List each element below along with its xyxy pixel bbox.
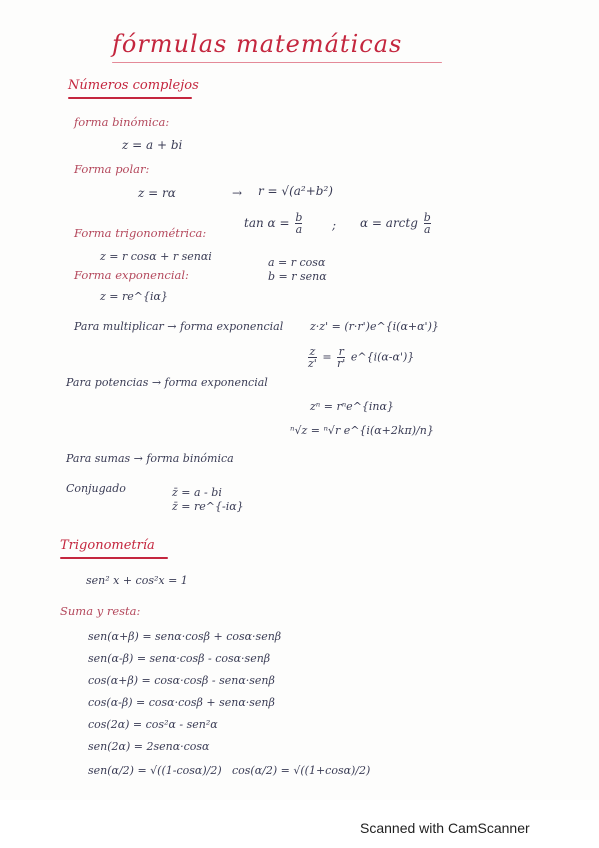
frac-tangente: $\frac{b}{a}$ [295, 211, 303, 236]
eq-tangente: tan α = $\frac{b}{a}$ [244, 211, 303, 236]
eq-forma-trigonometrica: z = r cosα + r senαi [100, 250, 212, 263]
eq-sen-medio: sen(α/2) = √((1-cosα)/2) [88, 764, 222, 777]
section-heading-complejos: Números complejos [68, 78, 199, 93]
eq-forma-binomica: z = a + bi [122, 138, 183, 152]
eq-cos-doble: cos(2α) = cos²α - sen²α [88, 718, 218, 731]
eq-a-component: a = r cosα [268, 256, 326, 269]
label-potencias: Para potencias → forma exponencial [66, 376, 268, 389]
label-forma-trigonometrica: Forma trigonométrica: [74, 226, 207, 240]
scanner-watermark: Scanned with CamScanner [360, 820, 530, 836]
eq-conjugado-exponencial: z̄ = re^{-iα} [172, 500, 244, 513]
eq-sen-suma: sen(α+β) = senα·cosβ + cosα·senβ [88, 630, 282, 643]
eq-cos-resta: cos(α-β) = cosα·cosβ + senα·senβ [88, 696, 275, 709]
label-sumas: Para sumas → forma binómica [66, 452, 234, 465]
eq-cos-suma: cos(α+β) = cosα·cosβ - senα·senβ [88, 674, 275, 687]
eq-modulo: r = √(a²+b²) [258, 184, 333, 198]
label-conjugado: Conjugado [66, 482, 126, 495]
eq-multiplicar: z·z' = (r·r')e^{i(α+α')} [310, 320, 439, 333]
frac-z-zprime: $\frac{z}{z'}$ [308, 345, 317, 370]
section-underline-trigonometria [60, 557, 168, 559]
eq-identidad-fundamental: sen² x + cos²x = 1 [86, 574, 188, 587]
section-heading-trigonometria: Trigonometría [60, 538, 155, 553]
eq-potencias: zⁿ = rⁿe^{inα} [310, 400, 394, 413]
label-forma-binomica: forma binómica: [74, 115, 170, 129]
eq-conjugado-binomica: z̄ = a - bi [172, 486, 222, 499]
label-forma-exponencial: Forma exponencial: [74, 268, 189, 282]
eq-sen-resta: sen(α-β) = senα·cosβ - cosα·senβ [88, 652, 271, 665]
eq-forma-polar: z = rα [138, 186, 176, 200]
arrow-polar: → [232, 186, 243, 200]
label-suma-resta: Suma y resta: [60, 604, 141, 618]
frac-arctg: $\frac{b}{a}$ [423, 211, 431, 236]
section-underline-complejos [68, 97, 192, 99]
eq-forma-exponencial: z = re^{iα} [100, 290, 168, 303]
semicolon: ; [332, 218, 337, 232]
eq-b-component: b = r senα [268, 270, 327, 283]
page-title: fórmulas matemáticas [112, 30, 403, 58]
title-underline [112, 62, 442, 63]
eq-argumento: α = arctg $\frac{b}{a}$ [360, 211, 431, 236]
label-multiplicar: Para multiplicar → forma exponencial [74, 320, 284, 333]
label-forma-polar: Forma polar: [74, 162, 150, 176]
eq-dividir: $\frac{z}{z'}$ = $\frac{r}{r'}$ e^{i(α-α')} [308, 345, 415, 370]
frac-r-rprime: $\frac{r}{r'}$ [337, 345, 346, 370]
eq-cos-medio: cos(α/2) = √((1+cosα)/2) [232, 764, 371, 777]
eq-sen-doble: sen(2α) = 2senα·cosα [88, 740, 210, 753]
eq-raices: ⁿ√z = ⁿ√r e^{i(α+2kπ)/n} [290, 424, 434, 437]
